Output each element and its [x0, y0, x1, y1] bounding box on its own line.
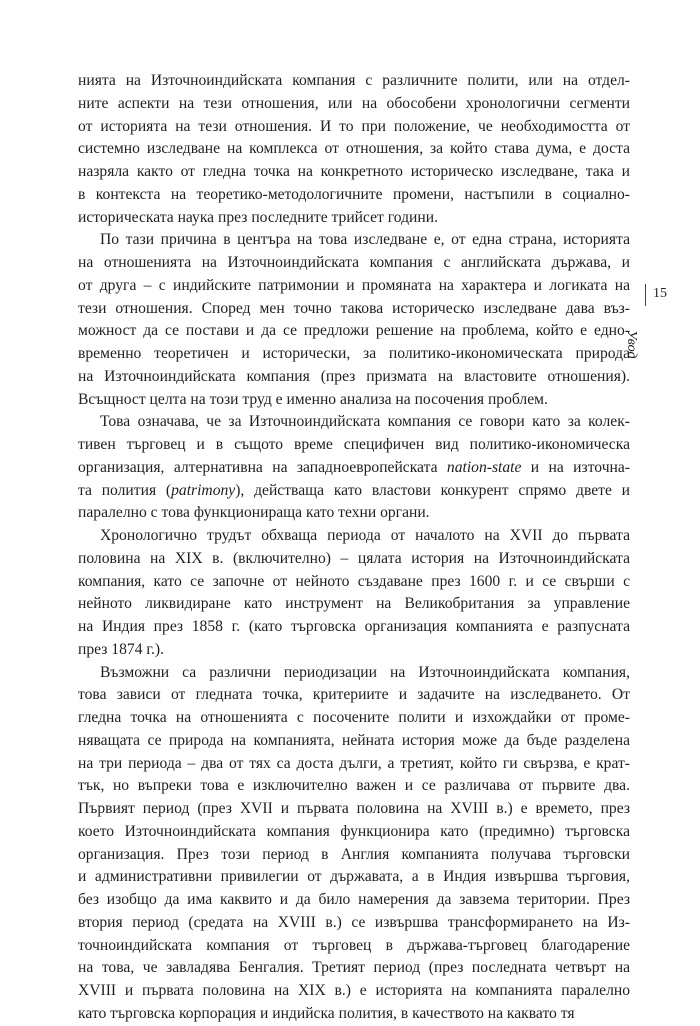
- text-line: през 1874 г.).: [78, 640, 165, 658]
- text-line: компания, като се започне от нейното създаване през 1600 г. и се свърши с: [78, 572, 630, 590]
- text-line: в контекста на теоретико-методологичните промени, настъпили в социално-: [78, 185, 630, 203]
- text-line: организация, алтернативна на западноевропейската nation-state и на източна-: [78, 458, 630, 476]
- paragraph: [78, 662, 630, 1026]
- text-line: нейното ликвидиране като инструмент на Великобритания за управление: [78, 595, 630, 613]
- text-line: половина на XIX в. (включително) – цялата история на Източноиндийската: [78, 549, 630, 567]
- text-line: без изобщо да има каквито и да било намерения да завзема територии. През: [78, 891, 630, 908]
- text-line: Първият период (през XVII и първата половина на XVIII в.) е времето, през: [78, 800, 630, 817]
- text-line: точноиндийската компания от търговец в държава-търговец благодарение: [78, 936, 630, 954]
- margin-rule: [645, 284, 646, 306]
- text-line: от друга – с индийските патримонии и промяната на характера и логиката на: [78, 276, 630, 294]
- text-line: XVIII и първата половина на XIX в.) е историята на компанията паралелно: [78, 982, 630, 999]
- text-line: на това, че завладява Бенгалия. Третият период (през последната четвърт на: [78, 959, 630, 977]
- text-line: гледна точка на отношенията с посочените полити и изхождайки от проме-: [78, 709, 630, 726]
- paragraph: [78, 525, 630, 662]
- text-line: временно теоретичен и исторически, за политико-икономическата природа: [78, 345, 630, 362]
- text-line: тък, но въпреки това е изключително важен и се различава от първите два.: [78, 777, 630, 795]
- text-line: и административни привилегии от държавата, а в Индия извършва търговия,: [78, 868, 630, 886]
- text-line: на Индия през 1858 г. (като търговска организация компанията е разпусната: [78, 618, 630, 635]
- text-line: като търговска корпорация и индийска полития, в качеството на каквато тя: [78, 1004, 575, 1022]
- page-number: 15: [653, 286, 667, 301]
- text-line: което Източноиндийската компания функционира като (предимно) търговска: [78, 822, 630, 840]
- text-line: историческата наука през последните трийсет години.: [78, 208, 438, 226]
- text-line: Възможни са различни периодизации на Източноиндийската компания,: [100, 663, 630, 681]
- text-line: тивен търговец и в същото време специфичен вид политико-икономическа: [78, 436, 630, 453]
- text-line: няващата се природа на компанията, нейната история може да бъде разделена: [78, 731, 630, 749]
- text-line: на отношенията на Източноиндийската компания с английската държава, и: [78, 254, 630, 271]
- paragraph: [78, 411, 630, 525]
- text-line: това зависи от гледната точка, критериите и задачите на изследването. От: [78, 686, 630, 704]
- text-line: Това означава, че за Източноиндийската компания се говори като за колек-: [100, 413, 630, 431]
- running-head: Увод: [624, 330, 639, 359]
- text-line: ните аспекти на тези отношения, или на обособени хронологични сегменти: [78, 94, 630, 112]
- text-line: паралелно с това функционираща като техни органи.: [78, 504, 430, 522]
- text-line: втория период (средата на XVIII в.) се извършва трансформирането на Из-: [78, 913, 630, 931]
- paragraph: [78, 70, 630, 229]
- text-line: можност да се постави и да се предложи решение на проблема, който е едно-: [78, 322, 630, 340]
- text-line: тези отношения. Според мен точно такова историческо изследване дава въз-: [78, 299, 630, 317]
- text-line: от историята на тези отношения. И то при положение, че необходимостта от: [78, 117, 630, 135]
- text-line: Всъщност целта на този труд е именно анализа на посочения проблем.: [78, 390, 548, 408]
- text-line: на три периода – два от тях са доста дълги, а третият, който ги свързва, е крат-: [78, 754, 630, 772]
- text-line: на Източноиндийската компания (през призмата на властовите отношения).: [78, 367, 630, 385]
- text-line: нията на Източноиндийската компания с различните полити, или на отдел-: [78, 72, 630, 89]
- text-line: организация. През този период в Англия компанията получава търговски: [78, 845, 630, 863]
- text-line: системно изследване на комплекса от отношения, за който става дума, е доста: [78, 140, 630, 158]
- text-line: назряла както от гледна точка на конкретното историческо изследване, така и: [78, 163, 630, 180]
- text-line: Хронологично трудът обхваща периода от началото на XVII до първата: [100, 527, 630, 544]
- paragraph: [78, 229, 630, 411]
- text-line: та полития (patrimony), действаща като властови конкурент спрямо двете и: [78, 481, 631, 499]
- page-body: [78, 70, 630, 1026]
- text-line: По тази причина в центъра на това изследване е, от една страна, историята: [100, 231, 630, 249]
